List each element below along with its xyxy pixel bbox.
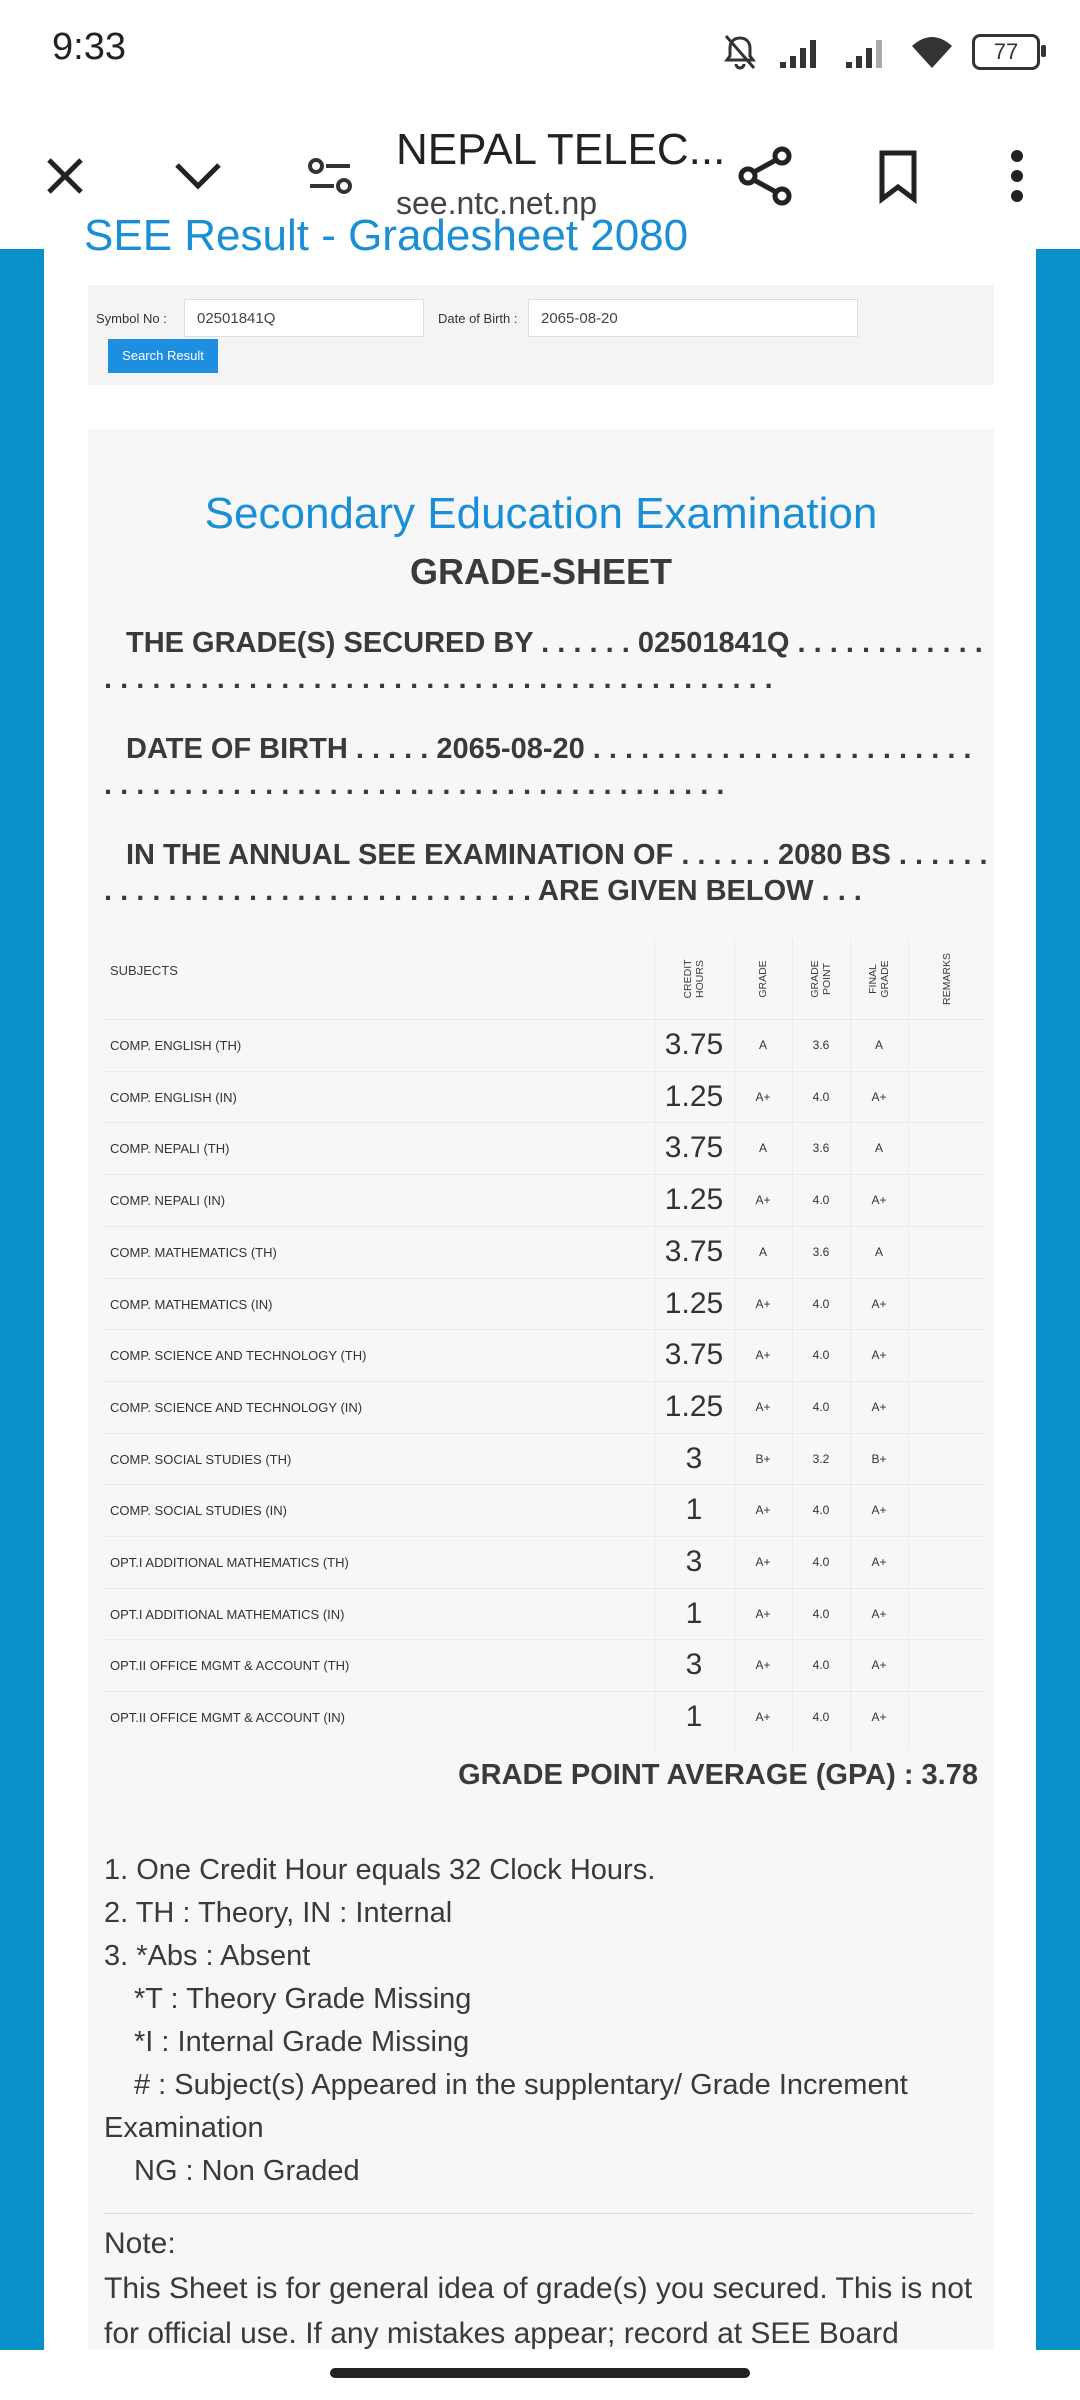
credit-hours-cell: 1 xyxy=(685,1700,703,1734)
table-row xyxy=(104,1639,984,1692)
grade-point-cell: 3.6 xyxy=(812,1141,830,1156)
credit-hours-cell: 1.25 xyxy=(664,1389,724,1423)
table-row xyxy=(104,1433,984,1486)
dob-line: DATE OF BIRTH . . . . . 2065-08-20 . . . . . . . . . . . . . . . . . . . . . . . . xyxy=(126,733,972,765)
subject-cell: COMP. SCIENCE AND TECHNOLOGY (TH) xyxy=(110,1348,367,1364)
grade-point-cell: 4.0 xyxy=(812,1296,830,1311)
final-grade-cell: A+ xyxy=(871,1606,887,1621)
grade-point-cell: 4.0 xyxy=(812,1555,830,1569)
legend-note: # : Subject(s) Appeared in the supplentary/ Grade Increment xyxy=(134,2069,908,2101)
secured-by-dots: . . . . . . . . . . . . . . . . . . . . . . . . . . . . . . . . . . . . . . . . . . xyxy=(104,663,773,695)
search-form xyxy=(88,285,994,385)
final-grade-cell: A+ xyxy=(871,1348,887,1363)
status-bar xyxy=(0,0,1080,105)
status-time: 9:33 xyxy=(52,26,126,68)
site-settings-icon xyxy=(306,156,354,196)
table-header xyxy=(104,939,984,1019)
grade-cell: A+ xyxy=(755,1503,771,1518)
table-row xyxy=(104,1691,984,1744)
credit-hours-cell: 3 xyxy=(685,1441,703,1475)
page-url[interactable]: see.ntc.net.np xyxy=(396,185,598,221)
subject-cell: OPT.II OFFICE MGMT & ACCOUNT (IN) xyxy=(110,1710,345,1726)
note-block xyxy=(104,2221,984,2356)
table-row xyxy=(104,1278,984,1331)
grade-cell: A+ xyxy=(755,1710,771,1725)
note-label: Note: xyxy=(104,2227,176,2260)
more-vert-icon xyxy=(1010,149,1024,203)
subject-cell: COMP. ENGLISH (TH) xyxy=(110,1038,242,1053)
final-grade-cell: B+ xyxy=(871,1451,887,1466)
legend-note: NG : Non Graded xyxy=(134,2155,360,2187)
header-remarks: REMARKS xyxy=(941,953,953,1005)
table-row xyxy=(104,1381,984,1434)
signal-icon xyxy=(778,34,826,70)
page-container xyxy=(44,211,1036,2350)
exam-line: IN THE ANNUAL SEE EXAMINATION OF . . . . . . 2080 BS . . . . . . xyxy=(126,839,988,871)
header-final-grade: FINAL GRADE xyxy=(867,960,891,998)
grade-cell: A+ xyxy=(755,1296,771,1311)
subject-cell: COMP. SCIENCE AND TECHNOLOGY (IN) xyxy=(110,1399,363,1415)
gpa-line: GRADE POINT AVERAGE (GPA) : 3.78 xyxy=(458,1759,978,1791)
home-gesture-handle[interactable] xyxy=(330,2368,750,2378)
table-row xyxy=(104,1329,984,1382)
grade-point-cell: 4.0 xyxy=(812,1503,830,1518)
page-heading: SEE Result - Gradesheet 2080 xyxy=(84,211,689,260)
share-button[interactable] xyxy=(731,141,801,211)
dob-label: Date of Birth : xyxy=(438,311,518,326)
grade-cell: A+ xyxy=(755,1089,771,1104)
subject-cell: COMP. SOCIAL STUDIES (IN) xyxy=(110,1503,287,1519)
credit-hours-cell: 3 xyxy=(685,1545,703,1578)
grade-point-cell: 3.6 xyxy=(812,1244,830,1259)
legend-note: 2. TH : Theory, IN : Internal xyxy=(104,1897,453,1929)
credit-hours-cell: 1 xyxy=(685,1596,703,1630)
grade-point-cell: 3.2 xyxy=(812,1451,830,1466)
search-result-button[interactable]: Search Result xyxy=(108,339,218,373)
grade-cell: A xyxy=(758,1141,767,1156)
table-row xyxy=(104,1122,984,1175)
chevron-down-icon xyxy=(173,161,223,191)
grade-point-cell: 4.0 xyxy=(812,1193,830,1208)
symbol-label: Symbol No : xyxy=(96,311,167,326)
final-grade-cell: A+ xyxy=(871,1296,887,1311)
bookmark-icon xyxy=(878,149,918,203)
final-grade-cell: A+ xyxy=(871,1193,887,1208)
web-content[interactable] xyxy=(0,211,1080,2350)
table-row xyxy=(104,1174,984,1227)
legend-note: 1. One Credit Hour equals 32 Clock Hours. xyxy=(104,1854,656,1886)
subject-cell: COMP. MATHEMATICS (TH) xyxy=(110,1244,277,1260)
final-grade-cell: A+ xyxy=(871,1503,887,1518)
status-icons xyxy=(720,28,1040,76)
final-grade-cell: A xyxy=(874,1141,883,1156)
final-grade-cell: A+ xyxy=(871,1089,887,1104)
grade-cell: A+ xyxy=(755,1658,771,1673)
header-grade: GRADE xyxy=(757,960,769,998)
grade-point-cell: 4.0 xyxy=(812,1710,830,1725)
sheet-title: GRADE-SHEET xyxy=(409,551,673,592)
subject-cell: COMP. ENGLISH (IN) xyxy=(110,1089,237,1105)
credit-hours-cell: 1 xyxy=(685,1493,703,1527)
header-credit-hours: CREDIT HOURS xyxy=(682,959,706,999)
credit-hours-cell: 1.25 xyxy=(664,1286,724,1320)
legend-notes xyxy=(104,1849,984,2193)
grade-cell: A+ xyxy=(755,1193,771,1208)
close-tab-button[interactable] xyxy=(30,141,100,211)
final-grade-cell: A+ xyxy=(871,1658,887,1673)
symbol-input[interactable]: 02501841Q xyxy=(184,299,424,337)
wifi-icon xyxy=(910,34,954,70)
credit-hours-cell: 3.75 xyxy=(664,1028,724,1061)
grade-point-cell: 4.0 xyxy=(812,1658,830,1673)
minimize-button[interactable] xyxy=(163,141,233,211)
table-row xyxy=(104,1484,984,1537)
grade-point-cell: 4.0 xyxy=(812,1399,830,1414)
subject-cell: OPT.I ADDITIONAL MATHEMATICS (IN) xyxy=(110,1606,345,1622)
credit-hours-cell: 1.25 xyxy=(664,1183,724,1217)
secured-by-line: THE GRADE(S) SECURED BY . . . . . . 02501841Q . . . . . . . . . . . . xyxy=(126,627,983,659)
grade-cell: A+ xyxy=(755,1606,771,1621)
exam-title: Secondary Education Examination xyxy=(204,489,878,538)
share-icon xyxy=(738,146,794,206)
exam-given-below: . . . . . . . . . . . . . . . . . . . . . . . . . . . ARE GIVEN BELOW . . . xyxy=(104,875,862,907)
grade-cell: A+ xyxy=(755,1399,771,1414)
grade-cell: A xyxy=(758,1038,767,1052)
dob-dots: . . . . . . . . . . . . . . . . . . . . . . . . . . . . . . . . . . . . . . . xyxy=(104,769,725,801)
table-row xyxy=(104,1588,984,1641)
legend-note: *I : Internal Grade Missing xyxy=(134,2026,470,2058)
table-row xyxy=(104,1536,984,1589)
grade-cell: A xyxy=(758,1244,767,1259)
header-subjects: SUBJECTS xyxy=(110,963,178,978)
battery-indicator: 77 xyxy=(972,34,1040,70)
mute-bell-icon xyxy=(720,32,760,72)
credit-hours-cell: 3.75 xyxy=(664,1338,724,1372)
subject-cell: COMP. NEPALI (TH) xyxy=(110,1141,230,1157)
credit-hours-cell: 3.75 xyxy=(664,1131,724,1165)
bookmark-button[interactable] xyxy=(863,141,933,211)
grade-point-cell: 4.0 xyxy=(812,1089,830,1104)
close-icon xyxy=(43,154,87,198)
header-grade-point: GRADE POINT xyxy=(809,960,833,998)
grade-point-cell: 4.0 xyxy=(812,1606,830,1621)
grade-point-cell: 4.0 xyxy=(812,1348,830,1363)
more-options-button[interactable] xyxy=(982,141,1052,211)
credit-hours-cell: 3.75 xyxy=(664,1234,724,1268)
subject-cell: OPT.I ADDITIONAL MATHEMATICS (TH) xyxy=(110,1555,349,1570)
grade-cell: A+ xyxy=(755,1555,771,1569)
signal-icon-2 xyxy=(844,34,892,70)
dob-input[interactable]: 2065-08-20 xyxy=(528,299,858,337)
grade-point-cell: 3.6 xyxy=(812,1038,830,1052)
subject-cell: COMP. NEPALI (IN) xyxy=(110,1193,226,1209)
site-settings-button[interactable] xyxy=(295,141,365,211)
legend-note: *T : Theory Grade Missing xyxy=(134,1983,472,2015)
final-grade-cell: A+ xyxy=(871,1710,887,1725)
table-row xyxy=(104,1226,984,1279)
navigation-bar xyxy=(0,2350,1080,2400)
legend-note: Examination xyxy=(104,2112,264,2144)
grade-cell: A+ xyxy=(755,1348,771,1363)
credit-hours-cell: 1.25 xyxy=(664,1079,724,1113)
subject-cell: COMP. MATHEMATICS (IN) xyxy=(110,1296,273,1312)
subject-cell: OPT.II OFFICE MGMT & ACCOUNT (TH) xyxy=(110,1658,350,1674)
grade-cell: B+ xyxy=(755,1451,771,1466)
final-grade-cell: A xyxy=(874,1038,883,1052)
table-row xyxy=(104,1071,984,1124)
subject-cell: COMP. SOCIAL STUDIES (TH) xyxy=(110,1451,292,1467)
gradesheet xyxy=(88,429,994,2359)
note-text: This Sheet is for general idea of grade(s) you secured. This is not for official use. If any mistakes appear; record at SEE Board xyxy=(104,2272,973,2350)
final-grade-cell: A+ xyxy=(871,1555,887,1569)
credit-hours-cell: 3 xyxy=(685,1648,703,1682)
final-grade-cell: A xyxy=(874,1244,883,1259)
note-divider xyxy=(104,2213,974,2214)
table-row xyxy=(104,1019,984,1072)
legend-note: 3. *Abs : Absent xyxy=(104,1940,311,1972)
page-title[interactable]: NEPAL TELEC... xyxy=(396,125,726,174)
final-grade-cell: A+ xyxy=(871,1399,887,1414)
